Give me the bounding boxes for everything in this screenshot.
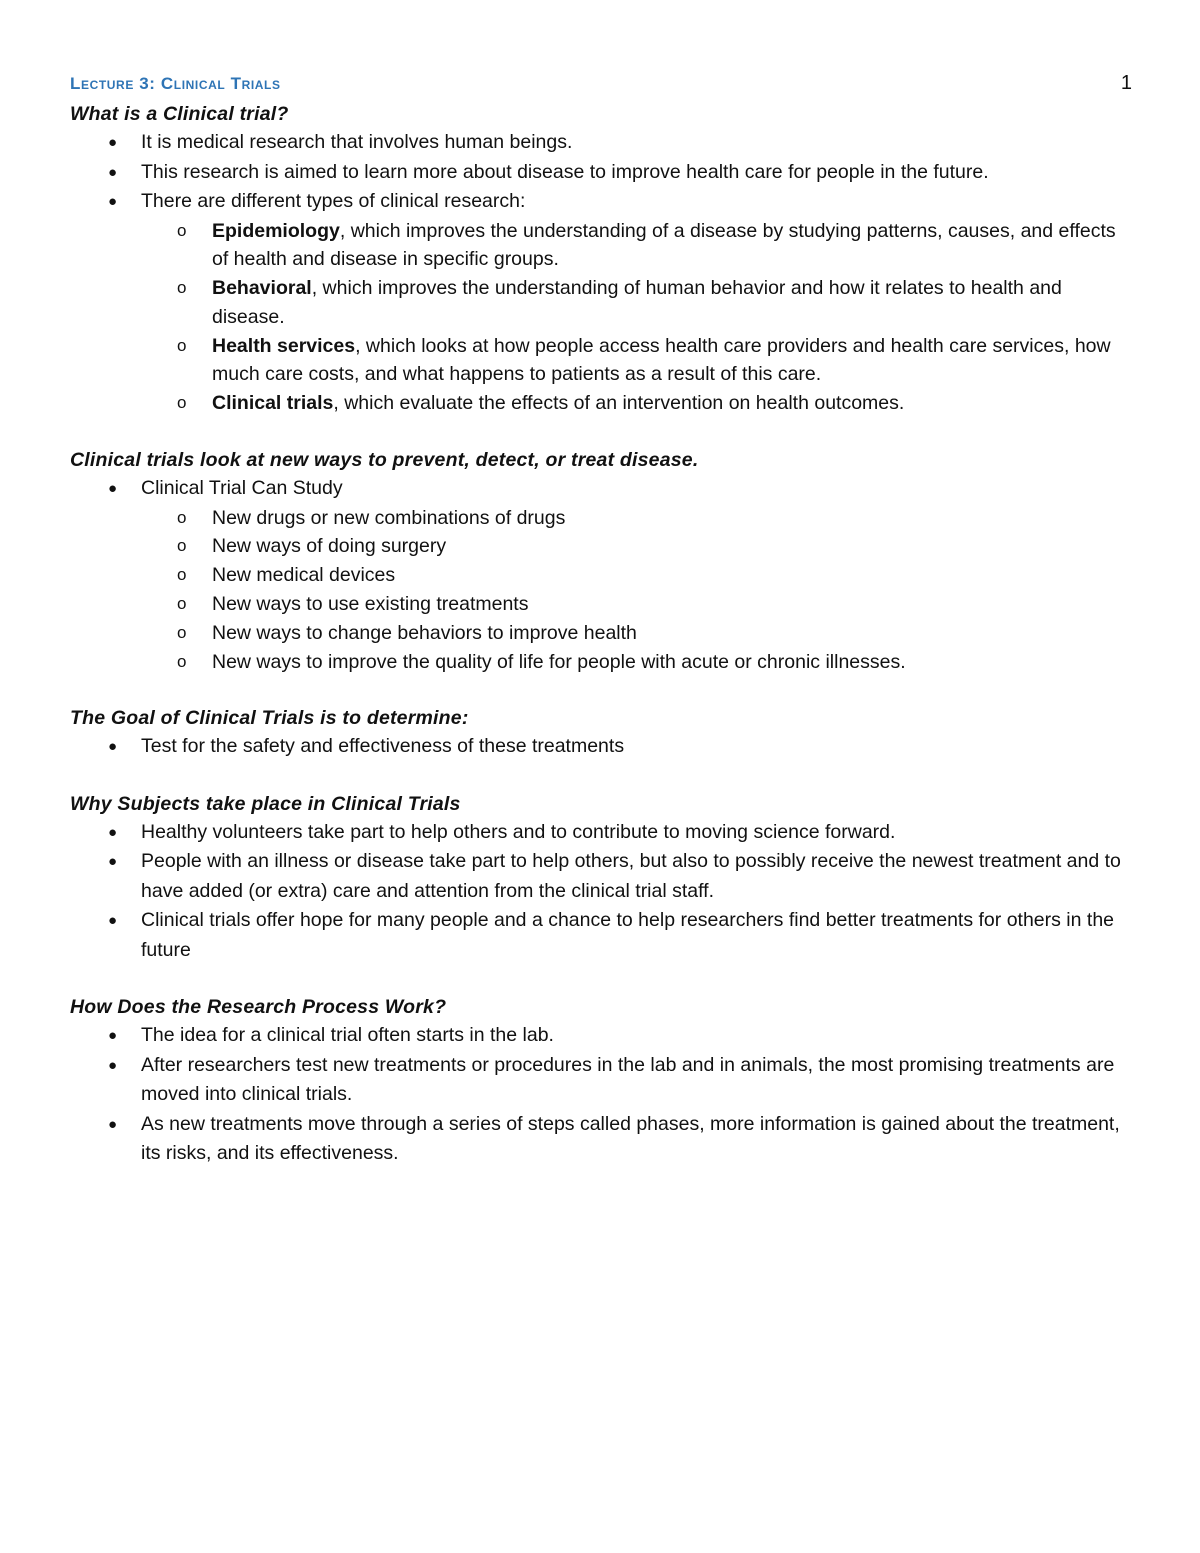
section-gap <box>70 676 1135 704</box>
bullet-list <box>70 128 1135 418</box>
hollow-bullet-icon: o <box>177 278 187 298</box>
list-item <box>70 158 1135 188</box>
research-type-term: Behavioral <box>212 277 312 300</box>
hollow-bullet-icon: o <box>177 593 187 613</box>
section-heading: Why Subjects take place in Clinical Trials <box>70 792 461 815</box>
bullet-dot-icon: ● <box>108 738 118 756</box>
sub-list-item <box>141 274 1135 332</box>
bullet-dot-icon: ● <box>108 134 118 151</box>
section <box>70 704 1135 762</box>
section-heading: The Goal of Clinical Trials is to determine: <box>70 707 469 730</box>
sub-list-item <box>141 561 1135 590</box>
bullet-dot-icon: ● <box>108 1056 118 1074</box>
research-type-term: Health services <box>212 334 356 357</box>
list-item-text: Test for the safety and effectiveness of these treatments <box>141 735 625 758</box>
bullet-list <box>70 474 1135 676</box>
sub-list-item <box>141 217 1135 275</box>
list-item-text: Clinical Trial Can Study <box>141 477 343 500</box>
hollow-bullet-icon: o <box>177 651 187 671</box>
sub-list-item-text: , which improves the understanding of human behavior and how it relates to health and disease. <box>212 277 1062 328</box>
sub-list-item-text: , which evaluate the effects of an intervention on health outcomes. <box>333 392 905 415</box>
lecture-title: Lecture 3: Clinical Trials <box>70 74 281 93</box>
sub-list-item-text: , which improves the understanding of a disease by studying patterns, causes, and effects of health and disease in specific groups. <box>212 219 1116 271</box>
list-item <box>70 906 1135 965</box>
sub-list-item <box>141 532 1135 561</box>
list-item-text: As new treatments move through a series of steps called phases, more information is gained about the treatment, its risks, and its effectiveness. <box>141 1112 1120 1165</box>
bullet-dot-icon: ● <box>108 480 118 498</box>
bullet-dot-icon: ● <box>108 1115 118 1133</box>
sub-list-item-text: New drugs or new combinations of drugs <box>212 506 566 529</box>
section-heading: How Does the Research Process Work? <box>70 996 447 1019</box>
section <box>70 100 1135 418</box>
sub-list-item-text: , which looks at how people access health care providers and health care services, how much care costs, and what happens to patients as a result of this care. <box>212 334 1111 386</box>
sub-list-item-text: New medical devices <box>212 564 396 587</box>
bullet-list <box>70 732 1135 762</box>
list-item-text: This research is aimed to learn more about disease to improve health care for people in the future. <box>141 160 989 183</box>
list-item <box>70 732 1135 762</box>
bullet-dot-icon: ● <box>108 163 118 181</box>
bullet-list <box>70 1021 1135 1169</box>
research-type-term: Clinical trials <box>212 392 334 415</box>
hollow-bullet-icon: o <box>177 565 187 585</box>
bullet-dot-icon: ● <box>108 823 118 841</box>
bullet-dot-icon: ● <box>108 912 118 930</box>
section-gap <box>70 418 1135 446</box>
section-gap <box>70 762 1135 790</box>
sub-list-item <box>141 504 1135 533</box>
hollow-bullet-icon: o <box>177 536 187 556</box>
hollow-bullet-icon: o <box>177 622 187 642</box>
sub-list-item <box>141 332 1135 390</box>
hollow-bullet-icon: o <box>177 507 187 527</box>
sub-list-item <box>141 648 1135 677</box>
list-item <box>70 187 1135 418</box>
sub-list-item <box>141 389 1135 418</box>
list-item-text: There are different types of clinical research: <box>141 190 526 212</box>
page-number: 1 <box>1120 72 1132 94</box>
sub-list-item-text: New ways to change behaviors to improve health <box>212 621 637 644</box>
section-heading: What is a Clinical trial? <box>70 103 289 125</box>
document-body <box>70 100 1135 1169</box>
list-item-text: After researchers test new treatments or procedures in the lab and in animals, the most promising treatments are moved into clinical trials. <box>141 1053 1115 1106</box>
section-gap <box>70 965 1135 993</box>
list-item <box>70 1021 1135 1051</box>
list-item <box>70 128 1135 158</box>
sub-bullet-list <box>141 504 1135 677</box>
list-item <box>70 474 1135 676</box>
list-item-text: The idea for a clinical trial often starts in the lab. <box>141 1024 554 1047</box>
list-item <box>70 1051 1135 1110</box>
bullet-list <box>70 818 1135 966</box>
page-header <box>70 74 1132 100</box>
list-item <box>70 847 1135 906</box>
list-item <box>70 818 1135 848</box>
list-item-text: It is medical research that involves human beings. <box>141 131 573 153</box>
section <box>70 790 1135 966</box>
bullet-dot-icon: ● <box>108 193 118 210</box>
sub-list-item <box>141 619 1135 648</box>
list-item-text: Healthy volunteers take part to help others and to contribute to moving science forward. <box>141 820 896 843</box>
hollow-bullet-icon: o <box>177 393 187 413</box>
list-item-text: Clinical trials offer hope for many people and a chance to help researchers find better treatments for others in the future <box>141 909 1115 961</box>
sub-bullet-list <box>141 217 1135 419</box>
sub-list-item-text: New ways to improve the quality of life for people with acute or chronic illnesses. <box>212 650 906 673</box>
sub-list-item-text: New ways of doing surgery <box>212 535 447 558</box>
section-heading: Clinical trials look at new ways to prevent, detect, or treat disease. <box>70 449 699 472</box>
sub-list-item-text: New ways to use existing treatments <box>212 592 529 615</box>
hollow-bullet-icon: o <box>177 220 187 240</box>
list-item-text: People with an illness or disease take part to help others, but also to possibly receive the newest treatment and to have added (or extra) care and attention from the clinical trial staff. <box>141 850 1121 902</box>
sub-list-item <box>141 590 1135 619</box>
bullet-dot-icon: ● <box>108 853 118 871</box>
bullet-dot-icon: ● <box>108 1027 118 1045</box>
hollow-bullet-icon: o <box>177 335 187 355</box>
section <box>70 993 1135 1169</box>
list-item <box>70 1110 1135 1169</box>
section <box>70 446 1135 676</box>
research-type-term: Epidemiology <box>212 219 340 242</box>
